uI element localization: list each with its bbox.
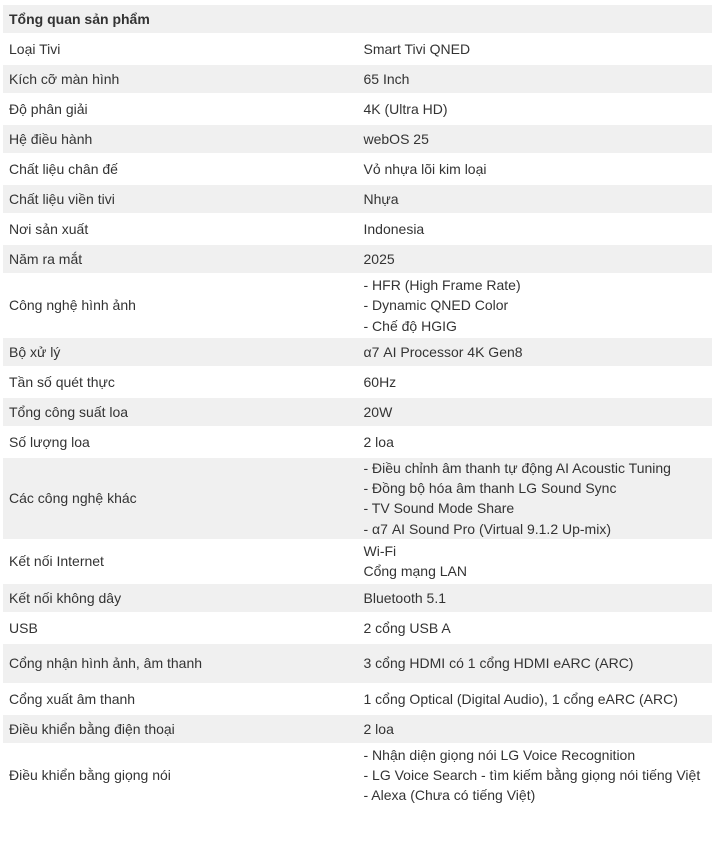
- spec-value-line: Indonesia: [363, 220, 425, 237]
- spec-value-line: Smart Tivi QNED: [363, 40, 471, 57]
- spec-value: [358, 185, 713, 213]
- spec-value-line: - HFR (High Frame Rate): [363, 277, 521, 293]
- spec-value-line: Nhựa: [363, 190, 399, 207]
- spec-label: Công nghệ hình ảnh: [9, 297, 136, 314]
- spec-row: [3, 245, 712, 273]
- spec-label: Nơi sản xuất: [9, 220, 89, 237]
- spec-row: [3, 428, 712, 456]
- spec-value: [358, 338, 713, 366]
- spec-value-line: 65 Inch: [363, 70, 410, 87]
- spec-label: Bộ xử lý: [3, 338, 358, 366]
- spec-label: Kết nối Internet: [9, 553, 104, 570]
- spec-row: [3, 614, 712, 642]
- spec-row: [3, 65, 712, 93]
- spec-value-line: - Đồng bộ hóa âm thanh LG Sound Sync: [363, 480, 617, 497]
- spec-label: Các công nghệ khác: [3, 458, 358, 539]
- spec-value: [358, 125, 713, 153]
- spec-row: [3, 541, 712, 582]
- spec-value-line: Vỏ nhựa lõi kim loại: [363, 160, 487, 177]
- spec-label: Kích cỡ màn hình: [3, 65, 358, 93]
- spec-value: [358, 644, 713, 683]
- spec-row: [3, 368, 712, 396]
- spec-value: [358, 584, 713, 612]
- spec-row: [3, 458, 712, 539]
- spec-value: [358, 428, 713, 456]
- spec-value-line: 2025: [363, 250, 395, 267]
- spec-row: [3, 35, 712, 63]
- spec-value: [358, 35, 713, 63]
- spec-value: [358, 95, 713, 123]
- spec-value: [358, 745, 713, 806]
- spec-value-line: - TV Sound Mode Share: [363, 500, 515, 517]
- spec-value-line: - Nhận diện giọng nói LG Voice Recognition: [363, 746, 636, 763]
- spec-value-line: - α7 AI Sound Pro (Virtual 9.1.2 Up-mix): [363, 520, 611, 537]
- spec-value-line: 2 loa: [363, 720, 394, 737]
- spec-row: [3, 398, 712, 426]
- spec-row: [3, 215, 712, 243]
- spec-label: Chất liệu viền tivi: [3, 185, 358, 213]
- spec-value-line: - LG Voice Search - tìm kiếm bằng giọng nói tiếng Việt: [363, 766, 701, 783]
- spec-value-line: Wi-Fi: [363, 543, 397, 560]
- spec-value-line: α7 AI Processor 4K Gen8: [363, 343, 523, 360]
- spec-value-line: Bluetooth 5.1: [363, 589, 447, 606]
- spec-value: [358, 215, 713, 243]
- spec-row: [3, 715, 712, 743]
- spec-value-line: - Điều chỉnh âm thanh tự động AI Acoustic Tuning: [363, 459, 671, 476]
- spec-table: [3, 3, 712, 808]
- spec-value-line: 2 loa: [363, 433, 394, 450]
- spec-label: Loại Tivi: [9, 40, 61, 57]
- spec-label: Cổng xuất âm thanh: [9, 690, 136, 707]
- spec-value-line: - Alexa (Chưa có tiếng Việt): [363, 787, 536, 804]
- spec-label: Điều khiển bằng giọng nói: [9, 766, 171, 783]
- spec-value-line: - Dynamic QNED Color: [363, 297, 509, 314]
- spec-label: Kết nối không dây: [3, 584, 358, 612]
- spec-label: Tổng công suất loa: [3, 398, 358, 426]
- spec-value: [358, 368, 713, 396]
- spec-value: [358, 275, 713, 336]
- spec-row: [3, 275, 712, 336]
- spec-label: Điều khiển bằng điện thoại: [3, 715, 358, 743]
- spec-table-body: [3, 5, 712, 806]
- spec-value-line: Cổng mạng LAN: [363, 563, 468, 580]
- spec-label: USB: [9, 619, 38, 636]
- spec-value: [358, 685, 713, 713]
- spec-value-line: webOS 25: [363, 130, 429, 147]
- spec-value-line: 4K (Ultra HD): [363, 100, 448, 117]
- spec-row: [3, 95, 712, 123]
- spec-value: [358, 614, 713, 642]
- spec-value: [358, 398, 713, 426]
- spec-label: Số lượng loa: [9, 433, 90, 450]
- spec-value-line: 1 cổng Optical (Digital Audio), 1 cổng eARC (ARC): [363, 690, 678, 707]
- spec-label: Độ phân giải: [9, 100, 88, 117]
- spec-value: [358, 715, 713, 743]
- spec-row: [3, 584, 712, 612]
- section-title: Tổng quan sản phẩm: [3, 5, 712, 33]
- spec-label: Hệ điều hành: [3, 125, 358, 153]
- spec-label: Chất liệu chân đế: [9, 160, 118, 177]
- spec-row: [3, 125, 712, 153]
- spec-label: Cổng nhận hình ảnh, âm thanh: [3, 644, 358, 683]
- spec-row: [3, 644, 712, 683]
- spec-label: Tần số quét thực: [9, 373, 115, 390]
- spec-row: [3, 338, 712, 366]
- spec-value: [358, 65, 713, 93]
- spec-value-line: 2 cổng USB A: [363, 619, 451, 636]
- spec-value: [358, 541, 713, 582]
- spec-row: [3, 685, 712, 713]
- spec-row: [3, 155, 712, 183]
- spec-value: [358, 155, 713, 183]
- spec-value-line: 3 cổng HDMI có 1 cổng HDMI eARC (ARC): [363, 655, 634, 672]
- spec-row: [3, 745, 712, 806]
- spec-value-line: 20W: [363, 403, 393, 420]
- spec-value-line: - Chế độ HGIG: [363, 317, 457, 334]
- spec-label: Năm ra mắt: [3, 245, 358, 273]
- section-header-row: [3, 5, 712, 33]
- spec-value: [358, 245, 713, 273]
- spec-value-line: 60Hz: [363, 373, 397, 390]
- spec-value: [358, 458, 713, 539]
- spec-row: [3, 185, 712, 213]
